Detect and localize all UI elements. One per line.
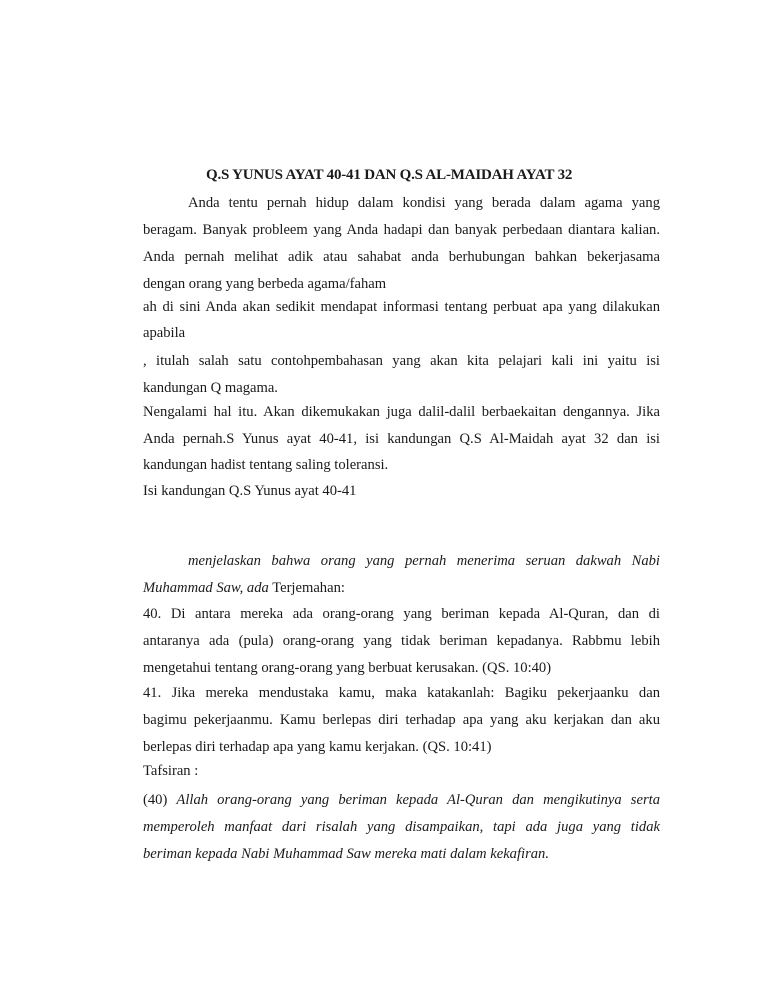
tafsiran-heading: Tafsiran : — [143, 763, 199, 779]
translation-line: mengetahui tentang orang-orang yang berbuat kerusakan. (QS. 10:40) — [143, 660, 552, 676]
explanation-line: menjelaskan bahwa orang yang pernah menerima seruan dakwah Nabi — [188, 553, 660, 569]
tafsir-line: memperoleh manfaat dari risalah yang disampaikan, tapi ada juga yang tidak — [143, 819, 660, 835]
explanation-line — [143, 579, 660, 597]
translation-line: 41. Jika mereka mendustaka kamu, maka katakanlah: Bagiku pekerjaanku dan — [143, 685, 660, 701]
explanation-normal-text: Terjemahan: — [268, 580, 345, 596]
page-title: Q.S YUNUS AYAT 40-41 DAN Q.S AL-MAIDAH AYAT 32 — [206, 167, 573, 183]
tafsir-text: Allah orang-orang yang beriman kepada Al-Quran dan mengikutinya serta — [176, 792, 660, 808]
tafsir-line: beriman kepada Nabi Muhammad Saw mereka mati dalam kekafiran. — [143, 846, 549, 862]
intro-line: beragam. Banyak probleem yang Anda hadapi dan banyak perbedaan diantara kalian. — [143, 222, 660, 238]
tafsir-prefix: (40) — [143, 792, 177, 808]
translation-line: bagimu pekerjaanmu. Kamu berlepas diri terhadap apa yang aku kerjakan dan aku — [143, 712, 660, 728]
translation-line: 40. Di antara mereka ada orang-orang yang beriman kepada Al-Quran, dan di — [143, 606, 660, 622]
translation-line: berlepas diri terhadap apa yang kamu kerjakan. (QS. 10:41) — [143, 739, 492, 755]
intro-line: apabila — [143, 325, 186, 341]
intro-line: Nengalami hal itu. Akan dikemukakan juga dalil-dalil berbaekaitan dengannya. Jika — [143, 404, 660, 420]
section-heading: Isi kandungan Q.S Yunus ayat 40-41 — [143, 483, 357, 499]
intro-line: Anda pernah melihat adik atau sahabat anda berhubungan bahkan bekerjasama — [143, 249, 660, 265]
intro-line: , itulah salah satu contohpembahasan yang akan kita pelajari kali ini yaitu isi — [143, 353, 660, 369]
tafsir-line — [143, 791, 660, 809]
intro-line: dengan orang yang berbeda agama/faham — [143, 276, 387, 292]
intro-line: Anda pernah.S Yunus ayat 40-41, isi kandungan Q.S Al-Maidah ayat 32 dan isi — [143, 431, 660, 447]
intro-line: Anda tentu pernah hidup dalam kondisi yang berada dalam agama yang — [188, 195, 660, 211]
explanation-italic-text: Muhammad Saw, ada — [143, 580, 269, 596]
translation-line: antaranya ada (pula) orang-orang yang tidak beriman kepadanya. Rabbmu lebih — [143, 633, 660, 649]
intro-line: kandungan hadist tentang saling toleransi. — [143, 457, 389, 473]
intro-line: kandungan Q magama. — [143, 380, 278, 396]
intro-line: ah di sini Anda akan sedikit mendapat informasi tentang perbuat apa yang dilakukan — [143, 299, 660, 315]
